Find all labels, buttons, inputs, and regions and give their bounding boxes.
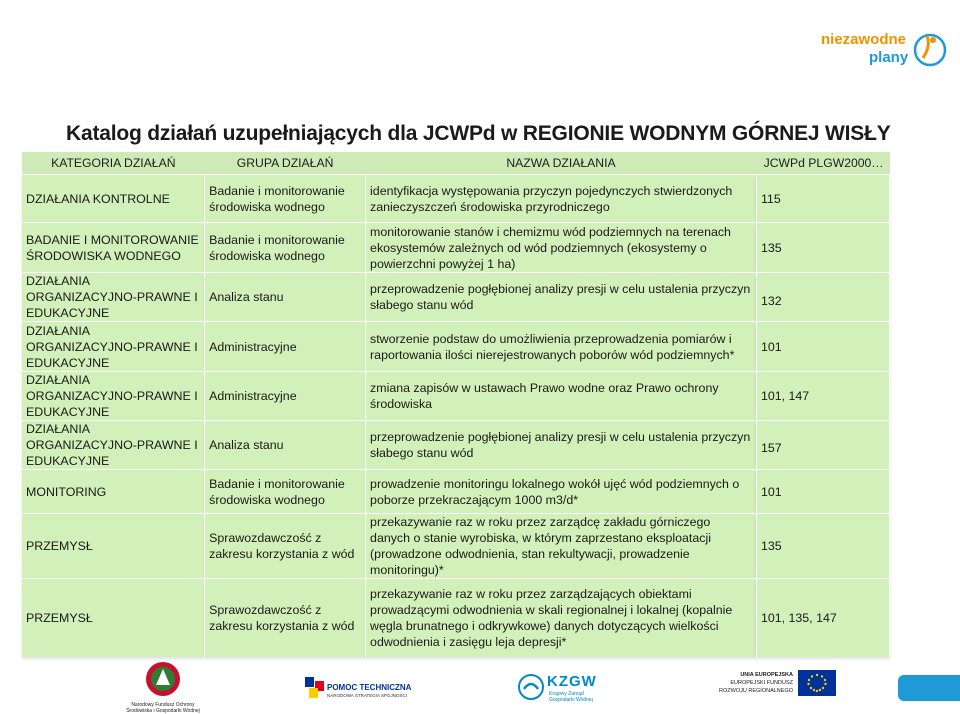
cell-category: BADANIE I MONITOROWANIE ŚRODOWISKA WODNEGO: [22, 223, 205, 273]
cell-category: DZIAŁANIA ORGANIZACYJNO-PRAWNE I EDUKACYJNE: [22, 421, 205, 470]
nfosigw-logo: [118, 659, 208, 713]
cell-group: Badanie i monitorowanie środowiska wodnego: [205, 223, 366, 273]
brand-line1: niezawodne: [821, 31, 907, 48]
cell-jcwpd: 135: [756, 223, 889, 273]
eu-logo: [705, 670, 840, 710]
cell-name: przeprowadzenie pogłębionej analizy presji w celu ustalenia przyczyn słabego stanu wód: [366, 421, 757, 470]
brand-line2: plany: [869, 49, 909, 66]
cell-category: DZIAŁANIA ORGANIZACYJNO-PRAWNE I EDUKACYJNE: [22, 273, 205, 322]
table-header-row: [22, 152, 890, 175]
eu-line3: ROZWOJU REGIONALNEGO: [719, 688, 793, 694]
header-group: GRUPA DZIAŁAŃ: [205, 152, 366, 175]
cell-group: Administracyjne: [205, 322, 366, 372]
cell-name: prowadzenie monitoringu lokalnego wokół ujęć wód podziemnych o poborze przekraczającym 1000 m3/d*: [366, 470, 757, 514]
cell-group: Administracyjne: [205, 372, 366, 421]
cell-category: PRZEMYSŁ: [22, 514, 205, 579]
cell-name: monitorowanie stanów i chemizmu wód podziemnych na terenach ekosystemów zależnych od wód podziemnych (ekosystemy o powierzchni powyżej 1 ha): [366, 223, 757, 273]
corner-accent-bar: [898, 675, 960, 701]
cell-name: zmiana zapisów w ustawach Prawo wodne oraz Prawo ochrony środowiska: [366, 372, 757, 421]
pomoc-techniczna-logo: [305, 677, 415, 707]
cell-group: Analiza stanu: [205, 273, 366, 322]
table-row: [22, 273, 890, 322]
cell-category: DZIAŁANIA ORGANIZACYJNO-PRAWNE I EDUKACYJNE: [22, 372, 205, 421]
header-name: NAZWA DZIAŁANIA: [366, 152, 757, 175]
cell-jcwpd: 101, 147: [756, 372, 889, 421]
table-row: [22, 514, 890, 579]
eu-line2: EUROPEJSKI FUNDUSZ: [730, 680, 793, 686]
cell-name: przeprowadzenie pogłębionej analizy presji w celu ustalenia przyczyn słabego stanu wód: [366, 273, 757, 322]
table-row: [22, 579, 890, 657]
cell-category: PRZEMYSŁ: [22, 579, 205, 657]
cell-jcwpd: 101: [756, 322, 889, 372]
cell-name: identyfikacja występowania przyczyn pojedynczych stwierdzonych zanieczyszczeń środowiska przyrodniczego: [366, 175, 757, 223]
table-row: [22, 322, 890, 372]
table-row: [22, 470, 890, 514]
pomoc-techniczna-sub: NARODOWA STRATEGIA SPÓJNOŚCI: [327, 693, 408, 698]
cell-group: Sprawozdawczość z zakresu korzystania z wód: [205, 579, 366, 657]
table-row: [22, 372, 890, 421]
kzgw-line2: Gospodarki Wodnej: [549, 697, 593, 703]
cell-name: przekazywanie raz w roku przez zarządzających obiektami prowadzącymi odwodnienia w skali regionalnej i lokalnej (kopalnie węgla brunatnego i odkrywkowe) danych dotyczących wielkości odwodnienia i zasięgu leja depresji*: [366, 579, 757, 657]
cell-name: stworzenie podstaw do umożliwienia przeprowadzenia pomiarów i raportowania ilości nierejestrowanych poborów wód podziemnych*: [366, 322, 757, 372]
cell-jcwpd: 101, 135, 147: [756, 579, 889, 657]
eu-line1: UNIA EUROPEJSKA: [740, 672, 793, 678]
cell-category: MONITORING: [22, 470, 205, 514]
cell-group: Sprawozdawczość z zakresu korzystania z wód: [205, 514, 366, 579]
table-row: [22, 175, 890, 223]
table-row: [22, 223, 890, 273]
eu-flag-icon: [798, 670, 836, 696]
cell-jcwpd: 135: [756, 514, 889, 579]
table-row: [22, 421, 890, 470]
actions-table: [22, 152, 890, 657]
page-title: Katalog działań uzupełniających dla JCWPd w REGIONIE WODNYM GÓRNEJ WISŁY: [66, 122, 891, 145]
cell-name: przekazywanie raz w roku przez zarządcę zakładu górniczego danych o stanie wyrobiska, w którym zaprzestano eksploatacji (prowadzone odwodnienia, stan rekultywacji, prowadzenie monitoringu)*: [366, 514, 757, 579]
cell-group: Analiza stanu: [205, 421, 366, 470]
nfosigw-line1: Narodowy Fundusz Ochrony: [131, 702, 195, 708]
kzgw-logo: [517, 669, 607, 709]
header-jcwpd: JCWPd PLGW2000…: [756, 152, 889, 175]
header-category: KATEGORIA DZIAŁAŃ: [22, 152, 205, 175]
niezawodne-plany-logo: [815, 18, 955, 78]
nfosigw-line2: Środowiska i Gospodarki Wodnej: [126, 708, 200, 714]
cell-jcwpd: 157: [756, 421, 889, 470]
pomoc-techniczna-name: POMOC TECHNICZNA: [327, 683, 412, 692]
cell-jcwpd: 115: [756, 175, 889, 223]
footer-logos: [0, 655, 960, 714]
cell-jcwpd: 132: [756, 273, 889, 322]
cell-category: DZIAŁANIA ORGANIZACYJNO-PRAWNE I EDUKACYJNE: [22, 322, 205, 372]
cell-group: Badanie i monitorowanie środowiska wodnego: [205, 175, 366, 223]
kzgw-name: KZGW: [547, 673, 597, 690]
kzgw-line1: Krajowy Zarząd: [549, 691, 584, 697]
cell-jcwpd: 101: [756, 470, 889, 514]
cell-group: Badanie i monitorowanie środowiska wodnego: [205, 470, 366, 514]
cell-category: DZIAŁANIA KONTROLNE: [22, 175, 205, 223]
